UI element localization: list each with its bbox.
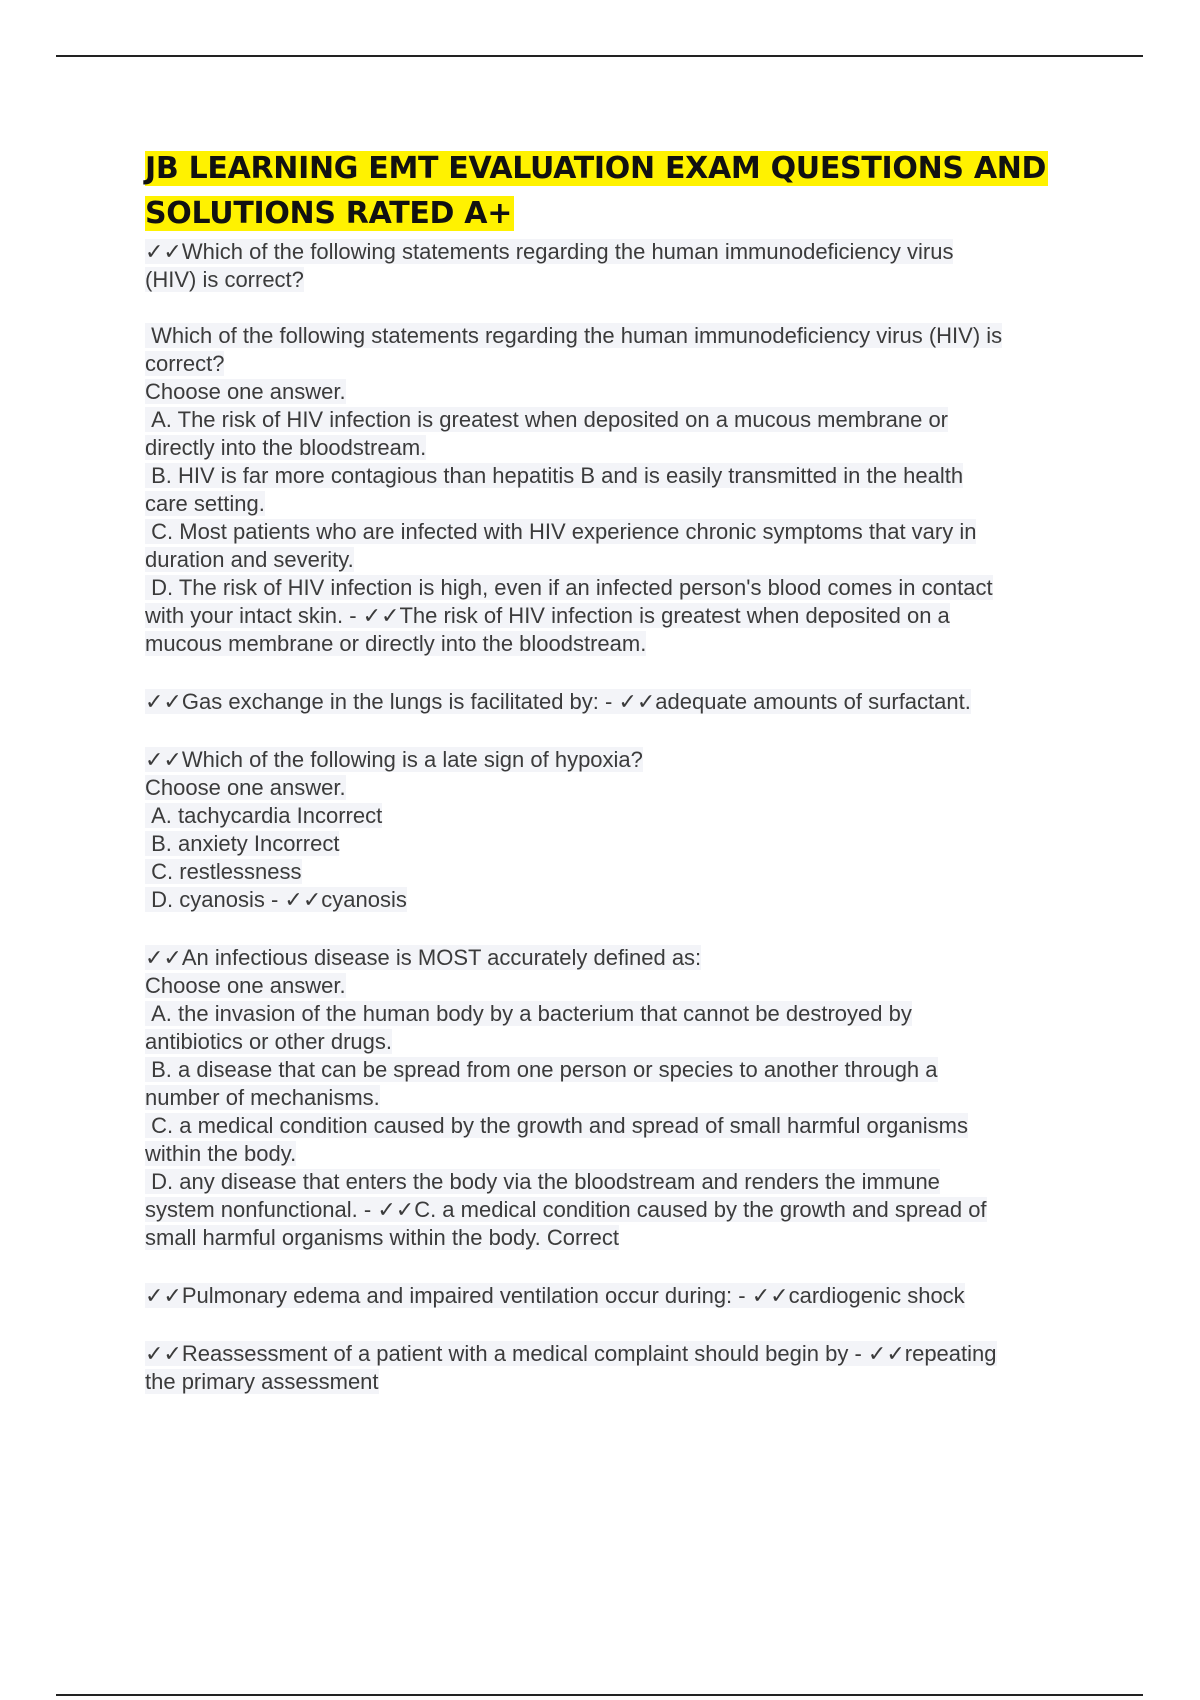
question-answer-text: the primary assessment <box>145 1369 379 1394</box>
option-c: within the body. <box>145 1141 297 1166</box>
option-c: C. a medical condition caused by the growth and spread of small harmful organisms <box>145 1113 968 1138</box>
question-text: ✓✓An infectious disease is MOST accurately defined as: <box>145 945 702 970</box>
choose-prompt: Choose one answer. <box>145 775 346 800</box>
question-text: ✓✓Which of the following is a late sign of hypoxia? <box>145 747 643 772</box>
option-c: C. Most patients who are infected with HIV experience chronic symptoms that vary in <box>145 519 977 544</box>
option-b: B. HIV is far more contagious than hepatitis B and is easily transmitted in the health <box>145 463 964 488</box>
question-hiv <box>145 238 1085 658</box>
question-pulmonary-edema <box>145 1282 1085 1310</box>
option-a: A. tachycardia Incorrect <box>145 803 383 828</box>
option-c: C. restlessness <box>145 859 302 884</box>
title-line-2: SOLUTIONS RATED A+ <box>145 196 513 231</box>
question-answer-text: ✓✓Gas exchange in the lungs is facilitated by: - ✓✓adequate amounts of surfactant. <box>145 689 971 714</box>
question-repeat: Which of the following statements regarding the human immunodeficiency virus (HIV) is <box>145 323 1003 348</box>
top-rule <box>56 55 1143 57</box>
option-b: B. a disease that can be spread from one person or species to another through a <box>145 1057 938 1082</box>
document-body <box>145 146 1085 1396</box>
option-b: care setting. <box>145 491 265 516</box>
choose-prompt: Choose one answer. <box>145 379 346 404</box>
option-d: D. The risk of HIV infection is high, even if an infected person's blood comes in contact <box>145 575 993 600</box>
question-infectious-disease <box>145 944 1085 1252</box>
option-d: D. any disease that enters the body via the bloodstream and renders the immune <box>145 1169 940 1194</box>
title-line-1: JB LEARNING EMT EVALUATION EXAM QUESTIONS AND <box>145 151 1047 186</box>
question-answer-text: ✓✓Pulmonary edema and impaired ventilation occur during: - ✓✓cardiogenic shock <box>145 1283 965 1308</box>
option-c: duration and severity. <box>145 547 354 572</box>
option-a: antibiotics or other drugs. <box>145 1029 393 1054</box>
option-b: B. anxiety Incorrect <box>145 831 340 856</box>
option-d-answer: small harmful organisms within the body. Correct <box>145 1225 619 1250</box>
option-d-answer: with your intact skin. - ✓✓The risk of HIV infection is greatest when deposited on a <box>145 603 950 628</box>
document-title <box>145 146 1085 236</box>
question-reassessment <box>145 1340 1085 1396</box>
question-repeat: correct? <box>145 351 225 376</box>
option-d-answer: system nonfunctional. - ✓✓C. a medical condition caused by the growth and spread of <box>145 1197 987 1222</box>
question-text: ✓✓Which of the following statements regarding the human immunodeficiency virus <box>145 239 954 264</box>
question-text: (HIV) is correct? <box>145 267 304 292</box>
question-answer-text: ✓✓Reassessment of a patient with a medical complaint should begin by - ✓✓repeating <box>145 1341 997 1366</box>
bottom-rule <box>56 1694 1143 1696</box>
option-d-answer: D. cyanosis - ✓✓cyanosis <box>145 887 407 912</box>
option-a: directly into the bloodstream. <box>145 435 427 460</box>
option-d-answer: mucous membrane or directly into the bloodstream. <box>145 631 647 656</box>
question-gas-exchange <box>145 688 1085 716</box>
question-hypoxia <box>145 746 1085 914</box>
choose-prompt: Choose one answer. <box>145 973 346 998</box>
option-a: A. the invasion of the human body by a bacterium that cannot be destroyed by <box>145 1001 912 1026</box>
option-a: A. The risk of HIV infection is greatest when deposited on a mucous membrane or <box>145 407 949 432</box>
option-b: number of mechanisms. <box>145 1085 380 1110</box>
